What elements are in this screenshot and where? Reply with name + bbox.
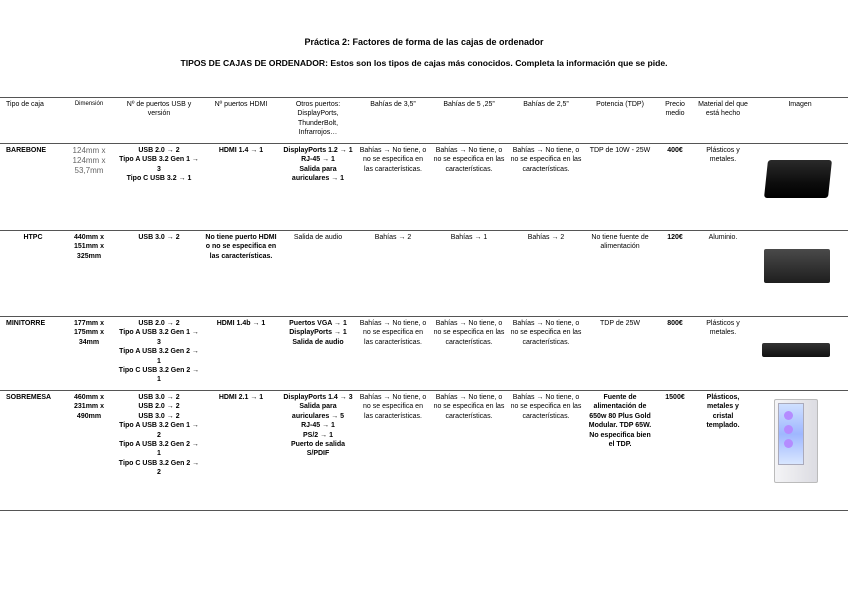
cell-dimension: 124mm x 124mm x 53,7mm	[62, 144, 116, 231]
cell-tipo: HTPC	[0, 231, 62, 317]
table-header-row	[0, 98, 848, 144]
cell-potencia: TDP de 10W - 25W	[584, 144, 656, 231]
cell-bahias-25: Bahías → No tiene, o no se especifica en las características.	[508, 391, 584, 511]
desktop-tower-image	[752, 391, 848, 511]
cell-otros: Puertos VGA → 1 DisplayPorts → 1 Salida de audio	[280, 317, 356, 391]
cell-otros: DisplayPorts 1.2 → 1 RJ-45 → 1 Salida para auriculares → 1	[280, 144, 356, 231]
header-bahias-35: Bahías de 3,5”	[356, 98, 430, 144]
table-row	[0, 144, 848, 231]
cell-bahias-35: Bahías → No tiene, o no se especifica en las características.	[356, 317, 430, 391]
barebone-case-shape	[764, 160, 832, 198]
cell-material: Plásticos, metales y cristal templado.	[694, 391, 752, 511]
cell-hdmi: HDMI 2.1 → 1	[202, 391, 280, 511]
document-title: Práctica 2: Factores de forma de las cajas de ordenador	[304, 37, 544, 47]
header-bahias-525: Bahías de 5 ,25”	[430, 98, 508, 144]
cell-dimension: 177mm x 175mm x 34mm	[62, 317, 116, 391]
cell-usb: USB 3.0 → 2 USB 2.0 → 2 USB 3.0 → 2 Tipo A USB 3.2 Gen 1 → 2 Tipo A USB 3.2 Gen 2 → 1 Tipo C USB 3.2 Gen 2 → 2	[116, 391, 202, 511]
cell-hdmi: No tiene puerto HDMI o no se especifica en las características.	[202, 231, 280, 317]
cell-otros: DisplayPorts 1.4 → 3 Salida para auriculares → 5 RJ-45 → 1 PS/2 → 1 Puerto de salida S/PDIF	[280, 391, 356, 511]
table-row	[0, 231, 848, 317]
header-dimension: Dimensión	[62, 98, 116, 144]
header-hdmi: Nº puertos HDMI	[202, 98, 280, 144]
cell-dimension: 460mm x 231mm x 490mm	[62, 391, 116, 511]
cell-usb: USB 3.0 → 2	[116, 231, 202, 317]
cell-bahias-25: Bahías → No tiene, o no se especifica en las características.	[508, 144, 584, 231]
cell-bahias-525: Bahías → No tiene, o no se especifica en las características.	[430, 144, 508, 231]
cell-precio: 120€	[656, 231, 694, 317]
table-row	[0, 391, 848, 511]
fan-icon	[784, 439, 793, 448]
header-bahias-25: Bahías de 2,5”	[508, 98, 584, 144]
cell-bahias-525: Bahías → No tiene, o no se especifica en las características.	[430, 317, 508, 391]
cell-precio: 400€	[656, 144, 694, 231]
cell-usb: USB 2.0 → 2 Tipo A USB 3.2 Gen 1 → 3 Tipo C USB 3.2 → 1	[116, 144, 202, 231]
header-precio: Precio medio	[656, 98, 694, 144]
cell-usb: USB 2.0 → 2 Tipo A USB 3.2 Gen 1 → 3 Tipo A USB 3.2 Gen 2 → 1 Tipo C USB 3.2 Gen 2 → 1	[116, 317, 202, 391]
cell-bahias-25: Bahías → 2	[508, 231, 584, 317]
header-tipo: Tipo de caja	[0, 98, 62, 144]
htpc-case-shape	[764, 249, 830, 283]
header-otros: Otros puertos: DisplayPorts, ThunderBolt, Infrarrojos…	[280, 98, 356, 144]
cases-table	[0, 97, 848, 511]
cell-tipo: MINITORRE	[0, 317, 62, 391]
minitower-case-shape	[762, 343, 830, 357]
fan-icon	[784, 411, 793, 420]
cell-dimension: 440mm x 151mm x 325mm	[62, 231, 116, 317]
cell-material: Plásticos y metales.	[694, 317, 752, 391]
cell-bahias-35: Bahías → No tiene, o no se especifica en las características.	[356, 391, 430, 511]
cell-potencia: No tiene fuente de alimentación	[584, 231, 656, 317]
cell-potencia: TDP de 25W	[584, 317, 656, 391]
cell-hdmi: HDMI 1.4b → 1	[202, 317, 280, 391]
minitower-pc-image	[752, 317, 848, 391]
cell-bahias-525: Bahías → 1	[430, 231, 508, 317]
cell-material: Plásticos y metales.	[694, 144, 752, 231]
barebone-pc-image	[752, 144, 848, 231]
cell-material: Aluminio.	[694, 231, 752, 317]
cell-tipo: BAREBONE	[0, 144, 62, 231]
header-material: Material del que está hecho	[694, 98, 752, 144]
header-usb: Nº de puertos USB y versión	[116, 98, 202, 144]
cell-hdmi: HDMI 1.4 → 1	[202, 144, 280, 231]
cell-otros: Salida de audio	[280, 231, 356, 317]
cell-bahias-525: Bahías → No tiene, o no se especifica en las características.	[430, 391, 508, 511]
fan-icon	[784, 425, 793, 434]
cell-bahias-25: Bahías → No tiene, o no se especifica en las características.	[508, 317, 584, 391]
cell-bahias-35: Bahías → No tiene, o no se especifica en las características.	[356, 144, 430, 231]
cell-precio: 800€	[656, 317, 694, 391]
header-potencia: Potencia (TDP)	[584, 98, 656, 144]
htpc-case-image	[752, 231, 848, 317]
cell-potencia: Fuente de alimentación de 650w 80 Plus Gold Modular. TDP 65W. No especifica bien el TDP.	[584, 391, 656, 511]
cell-precio: 1500€	[656, 391, 694, 511]
header-imagen: Imagen	[752, 98, 848, 144]
cell-tipo: SOBREMESA	[0, 391, 62, 511]
table-row	[0, 317, 848, 391]
cell-bahias-35: Bahías → 2	[356, 231, 430, 317]
document-subtitle: TIPOS DE CAJAS DE ORDENADOR: Estos son los tipos de cajas más conocidos. Completa la información que se pide.	[180, 58, 668, 68]
